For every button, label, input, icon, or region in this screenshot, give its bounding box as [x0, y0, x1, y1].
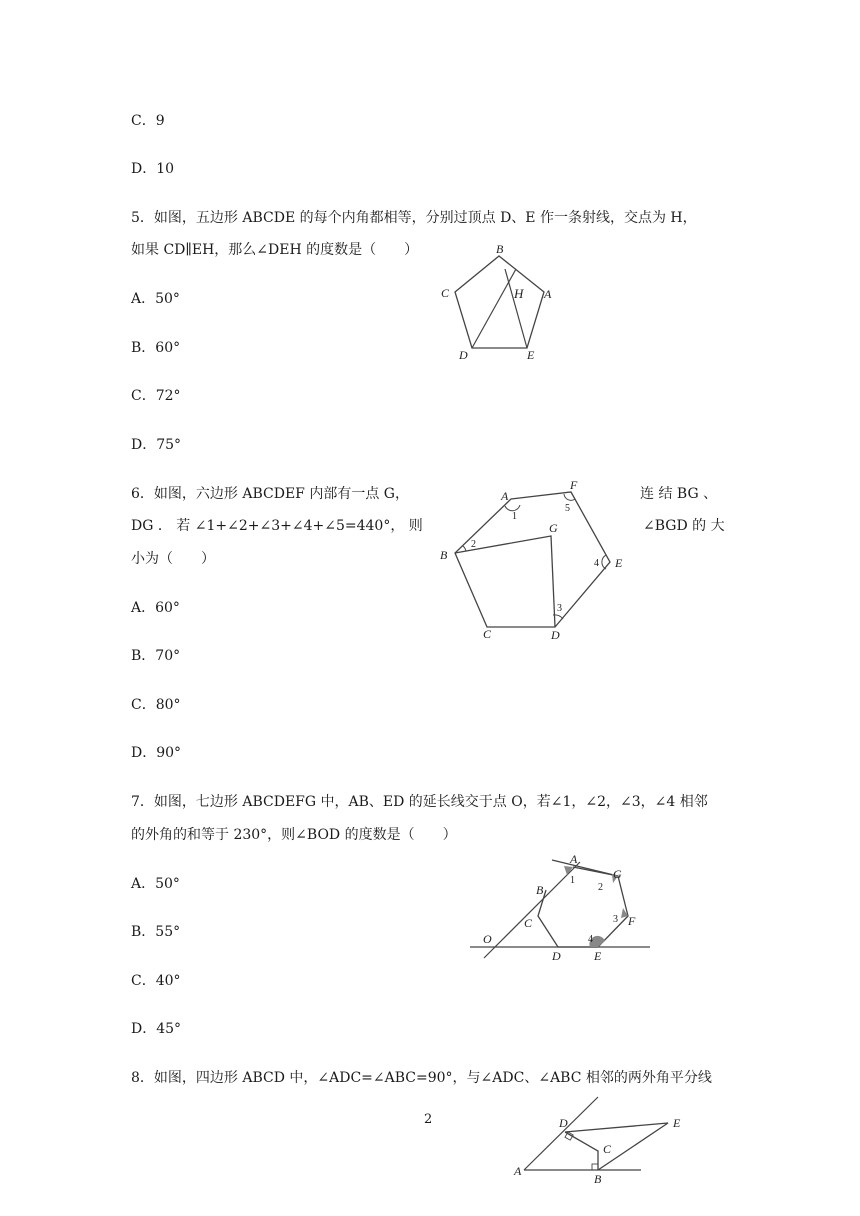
q4-option-d: D．10 — [131, 161, 175, 177]
q6-stem-line2-right: ∠BGD 的 大 — [643, 518, 725, 534]
q8-stem-line1: 8．如图，四边形 ABCD 中，∠ADC=∠ABC=90°，与∠ADC、∠ABC 相邻的两外角平分线 — [131, 1070, 712, 1086]
q6-angle-1-arc — [505, 505, 520, 511]
q6-label-f: F — [570, 478, 578, 492]
q6-angle-label-3: 3 — [557, 603, 562, 614]
q6-option-a: A．60° — [131, 600, 180, 616]
q6-label-g: G — [549, 521, 558, 535]
q7-angle-label-2: 2 — [598, 882, 603, 893]
q6-stem-line3: 小为（ ） — [131, 551, 215, 567]
q5-label-a: A — [544, 287, 552, 301]
q5-ray-eh — [505, 269, 527, 348]
q7-label-g: G — [613, 867, 622, 881]
q8-right-angle-b — [592, 1164, 598, 1170]
q6-hexagon-figure — [435, 475, 635, 645]
q8-label-b: B — [594, 1172, 602, 1186]
q8-line-ad-extended — [524, 1097, 598, 1170]
q7-angle-label-3: 3 — [613, 914, 618, 925]
q5-label-c: C — [441, 286, 450, 300]
q7-label-d: D — [552, 949, 561, 963]
q6-label-a: A — [501, 489, 509, 503]
q7-line-ab-extended — [484, 862, 580, 958]
q6-stem-line1-left: 6．如图，六边形 ABCDEF 内部有一点 G， — [131, 486, 409, 502]
q6-label-b: B — [440, 548, 448, 562]
q8-bisectors-de-be — [565, 1123, 668, 1170]
q7-heptagon-figure — [470, 850, 660, 965]
q5-option-a: A．50° — [131, 291, 180, 307]
q7-label-b: B — [536, 883, 544, 897]
q6-option-c: C．80° — [131, 697, 181, 713]
q5-label-b: B — [496, 242, 504, 256]
q5-ray-from-d — [472, 269, 516, 348]
q5-label-e: E — [527, 348, 535, 362]
q6-label-e: E — [615, 556, 623, 570]
q6-option-d: D．90° — [131, 745, 182, 761]
q8-label-c: C — [603, 1142, 612, 1156]
q7-label-o: O — [483, 932, 492, 946]
q7-angle-label-1: 1 — [570, 875, 575, 886]
q5-label-d: D — [459, 348, 468, 362]
q8-quadrilateral-figure — [510, 1095, 690, 1216]
q5-stem-line2: 如果 CD∥EH，那么∠DEH 的度数是（ ） — [131, 242, 419, 258]
q6-hexagon — [455, 492, 610, 627]
q5-option-b: B．60° — [131, 340, 181, 356]
q6-angle-label-5: 5 — [565, 503, 570, 514]
q4-option-c: C．9 — [131, 113, 165, 129]
q8-label-d: D — [559, 1116, 568, 1130]
q7-label-e: E — [594, 949, 602, 963]
q6-stem-line2-left: DG ． 若 ∠1+∠2+∠3+∠4+∠5=440°， 则 — [131, 518, 423, 534]
q7-label-a: A — [570, 852, 578, 866]
q8-label-e: E — [673, 1116, 681, 1130]
q7-option-b: B．55° — [131, 924, 181, 940]
q6-segments-bg-dg — [455, 536, 555, 627]
q5-label-h: H — [514, 286, 524, 301]
q6-label-c: C — [483, 627, 492, 641]
q6-angle-label-2: 2 — [471, 539, 476, 550]
q6-stem-line1-right: 连 结 BG 、 — [640, 486, 718, 502]
q6-label-d: D — [551, 628, 560, 642]
q8-label-a: A — [514, 1164, 522, 1178]
q5-option-c: C．72° — [131, 388, 181, 404]
q7-angle-label-4: 4 — [588, 934, 593, 945]
q6-angle-label-1: 1 — [512, 511, 517, 522]
q7-stem-line1: 7．如图，七边形 ABCDEFG 中，AB、ED 的延长线交于点 O，若∠1，∠2，∠3，∠4 相邻 — [131, 794, 708, 810]
q5-stem-line1: 5．如图，五边形 ABCDE 的每个内角都相等，分别过顶点 D、E 作一条射线，交点为 H， — [131, 210, 697, 226]
page-number: 2 — [424, 1112, 433, 1127]
q6-option-b: B．70° — [131, 648, 181, 664]
q5-option-d: D．75° — [131, 437, 182, 453]
q7-option-a: A．50° — [131, 876, 180, 892]
q6-angle-label-4: 4 — [594, 558, 599, 569]
q7-label-c: C — [524, 916, 533, 930]
q6-angle-2-arc — [463, 546, 466, 551]
q7-label-f: F — [628, 914, 636, 928]
q5-pentagon — [455, 256, 544, 348]
q7-option-d: D．45° — [131, 1021, 182, 1037]
q5-pentagon-figure — [430, 240, 570, 365]
q7-option-c: C．40° — [131, 973, 181, 989]
q7-stem-line2: 的外角的和等于 230°，则∠BOD 的度数是（ ） — [131, 827, 457, 843]
